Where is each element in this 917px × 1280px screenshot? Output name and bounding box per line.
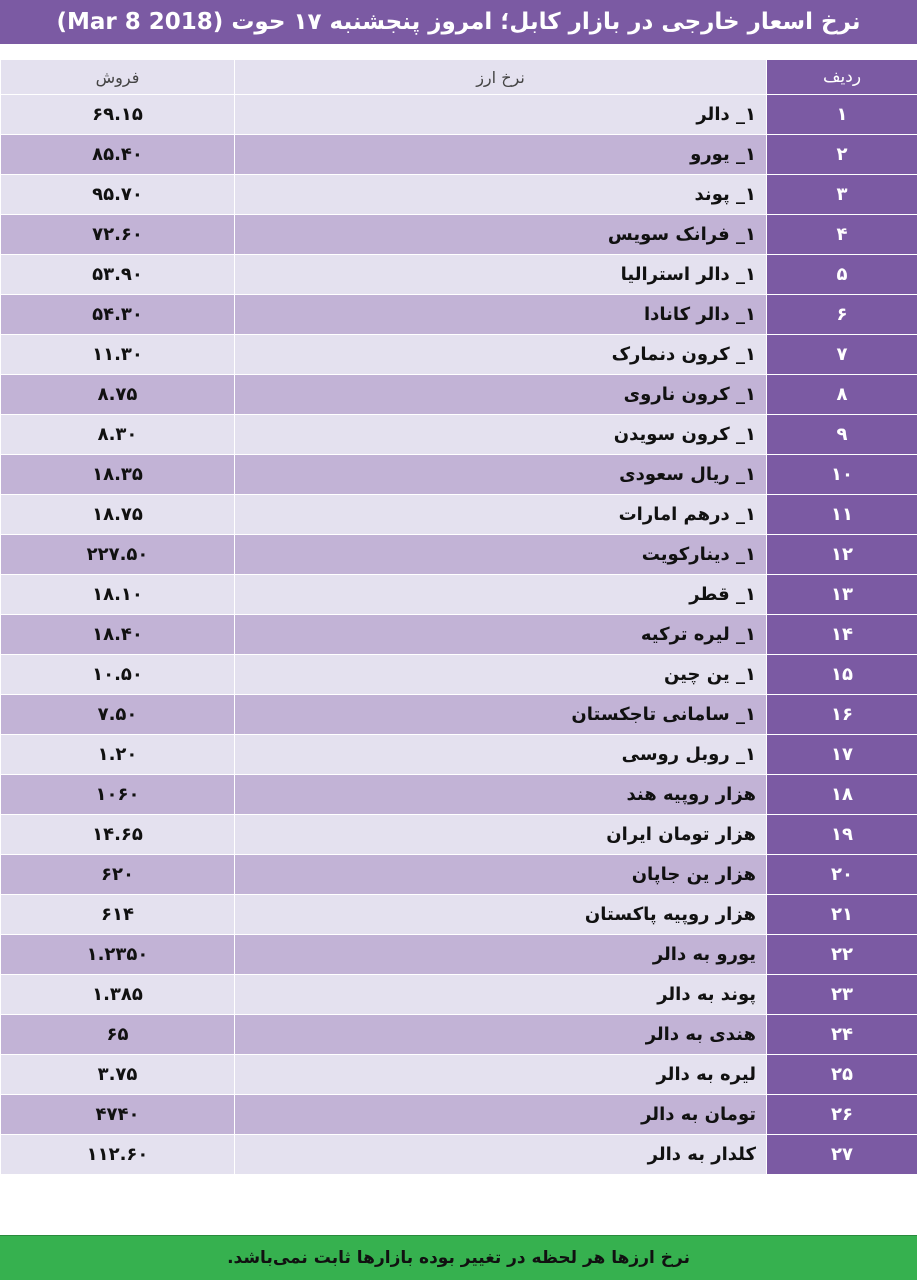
rates-table (0, 59, 917, 1175)
table-row (1, 455, 917, 495)
currency-name: هندی به دالر (235, 1015, 767, 1055)
table-row (1, 375, 917, 415)
table-row (1, 295, 917, 335)
row-number: ۱۷ (767, 735, 917, 775)
currency-name: هزار تومان ایران (235, 815, 767, 855)
currency-name: یورو به دالر (235, 935, 767, 975)
currency-name: ۱_ کرون دنمارک (235, 335, 767, 375)
table-row (1, 895, 917, 935)
table-row (1, 335, 917, 375)
table-row (1, 735, 917, 775)
row-number: ۳ (767, 175, 917, 215)
row-number: ۲۱ (767, 895, 917, 935)
currency-name: ۱_ لیره ترکیه (235, 615, 767, 655)
row-number: ۲ (767, 135, 917, 175)
sell-rate: ۶۹.۱۵ (1, 95, 235, 135)
sell-rate: ۳.۷۵ (1, 1055, 235, 1095)
currency-name: ۱_ دالر (235, 95, 767, 135)
sell-rate: ۵۳.۹۰ (1, 255, 235, 295)
row-number: ۱۰ (767, 455, 917, 495)
currency-name: ۱_ ریال سعودی (235, 455, 767, 495)
sell-rate: ۱.۲۳۵۰ (1, 935, 235, 975)
sell-rate: ۱۸.۱۰ (1, 575, 235, 615)
sell-rate: ۸۵.۴۰ (1, 135, 235, 175)
row-number: ۲۴ (767, 1015, 917, 1055)
header-sell: فروش (1, 60, 235, 95)
sell-rate: ۹۵.۷۰ (1, 175, 235, 215)
table-row (1, 615, 917, 655)
row-number: ۵ (767, 255, 917, 295)
table-row (1, 535, 917, 575)
row-number: ۲۵ (767, 1055, 917, 1095)
sell-rate: ۷.۵۰ (1, 695, 235, 735)
row-number: ۲۳ (767, 975, 917, 1015)
currency-name: هزار روپیه پاکستان (235, 895, 767, 935)
currency-name: ۱_ دالر استرالیا (235, 255, 767, 295)
table-row (1, 815, 917, 855)
table-row (1, 1095, 917, 1135)
table-body (1, 95, 917, 1175)
sell-rate: ۱۴.۶۵ (1, 815, 235, 855)
table-row (1, 1055, 917, 1095)
sell-rate: ۱.۲۰ (1, 735, 235, 775)
currency-name: لیره به دالر (235, 1055, 767, 1095)
row-number: ۹ (767, 415, 917, 455)
currency-name: ۱_ پوند (235, 175, 767, 215)
table-row (1, 575, 917, 615)
row-number: ۱ (767, 95, 917, 135)
table-row (1, 1135, 917, 1175)
sell-rate: ۴۷۴۰ (1, 1095, 235, 1135)
row-number: ۱۹ (767, 815, 917, 855)
table-row (1, 975, 917, 1015)
sell-rate: ۱۱۲.۶۰ (1, 1135, 235, 1175)
row-number: ۲۶ (767, 1095, 917, 1135)
table-row (1, 695, 917, 735)
sell-rate: ۷۲.۶۰ (1, 215, 235, 255)
table-row (1, 1015, 917, 1055)
sell-rate: ۶۲۰ (1, 855, 235, 895)
sell-rate: ۸.۷۵ (1, 375, 235, 415)
currency-name: ۱_ دالر کانادا (235, 295, 767, 335)
currency-name: ۱_ روبل روسی (235, 735, 767, 775)
sell-rate: ۸.۳۰ (1, 415, 235, 455)
currency-name: ۱_ فرانک سویس (235, 215, 767, 255)
row-number: ۱۶ (767, 695, 917, 735)
currency-name: ۱_ کرون سویدن (235, 415, 767, 455)
header-row-number: ردیف (767, 60, 917, 95)
currency-name: ۱_ درهم امارات (235, 495, 767, 535)
disclaimer-footer: نرخ ارزها هر لحظه در تغییر بوده بازارها ثابت نمی‌باشد. (0, 1235, 917, 1280)
table-row (1, 775, 917, 815)
table-row (1, 655, 917, 695)
currency-name: هزار ین جاپان (235, 855, 767, 895)
sell-rate: ۱۱.۳۰ (1, 335, 235, 375)
currency-name: تومان به دالر (235, 1095, 767, 1135)
row-number: ۲۰ (767, 855, 917, 895)
row-number: ۱۵ (767, 655, 917, 695)
sell-rate: ۱۸.۷۵ (1, 495, 235, 535)
table-row (1, 935, 917, 975)
table-row (1, 175, 917, 215)
row-number: ۱۱ (767, 495, 917, 535)
sell-rate: ۵۴.۳۰ (1, 295, 235, 335)
row-number: ۶ (767, 295, 917, 335)
table-header (1, 60, 917, 95)
row-number: ۲۷ (767, 1135, 917, 1175)
sell-rate: ۶۵ (1, 1015, 235, 1055)
table-row (1, 415, 917, 455)
row-number: ۱۲ (767, 535, 917, 575)
row-number: ۱۴ (767, 615, 917, 655)
row-number: ۸ (767, 375, 917, 415)
row-number: ۲۲ (767, 935, 917, 975)
currency-name: ۱_ دینارکویت (235, 535, 767, 575)
sell-rate: ۱۰.۵۰ (1, 655, 235, 695)
header-currency: نرخ ارز (235, 60, 767, 95)
currency-name: ۱_ یورو (235, 135, 767, 175)
table-row (1, 855, 917, 895)
table-row (1, 495, 917, 535)
row-number: ۱۸ (767, 775, 917, 815)
table-row (1, 255, 917, 295)
currency-name: کلدار به دالر (235, 1135, 767, 1175)
table-row (1, 135, 917, 175)
sell-rate: ۱.۳۸۵ (1, 975, 235, 1015)
table-row (1, 215, 917, 255)
row-number: ۱۳ (767, 575, 917, 615)
sell-rate: ۱۸.۴۰ (1, 615, 235, 655)
row-number: ۷ (767, 335, 917, 375)
currency-name: ۱_ قطر (235, 575, 767, 615)
sell-rate: ۱۰۶۰ (1, 775, 235, 815)
sell-rate: ۱۸.۳۵ (1, 455, 235, 495)
sell-rate: ۶۱۴ (1, 895, 235, 935)
page-title: نرخ اسعار خارجی در بازار کابل؛ امروز پنجشنبه ۱۷ حوت (Mar 8 2018) (0, 0, 917, 46)
row-number: ۴ (767, 215, 917, 255)
sell-rate: ۲۲۷.۵۰ (1, 535, 235, 575)
table-row (1, 95, 917, 135)
currency-name: ۱_ ین چین (235, 655, 767, 695)
currency-name: ۱_ کرون ناروی (235, 375, 767, 415)
currency-name: پوند به دالر (235, 975, 767, 1015)
currency-name: هزار روپیه هند (235, 775, 767, 815)
currency-name: ۱_ سامانی تاجکستان (235, 695, 767, 735)
